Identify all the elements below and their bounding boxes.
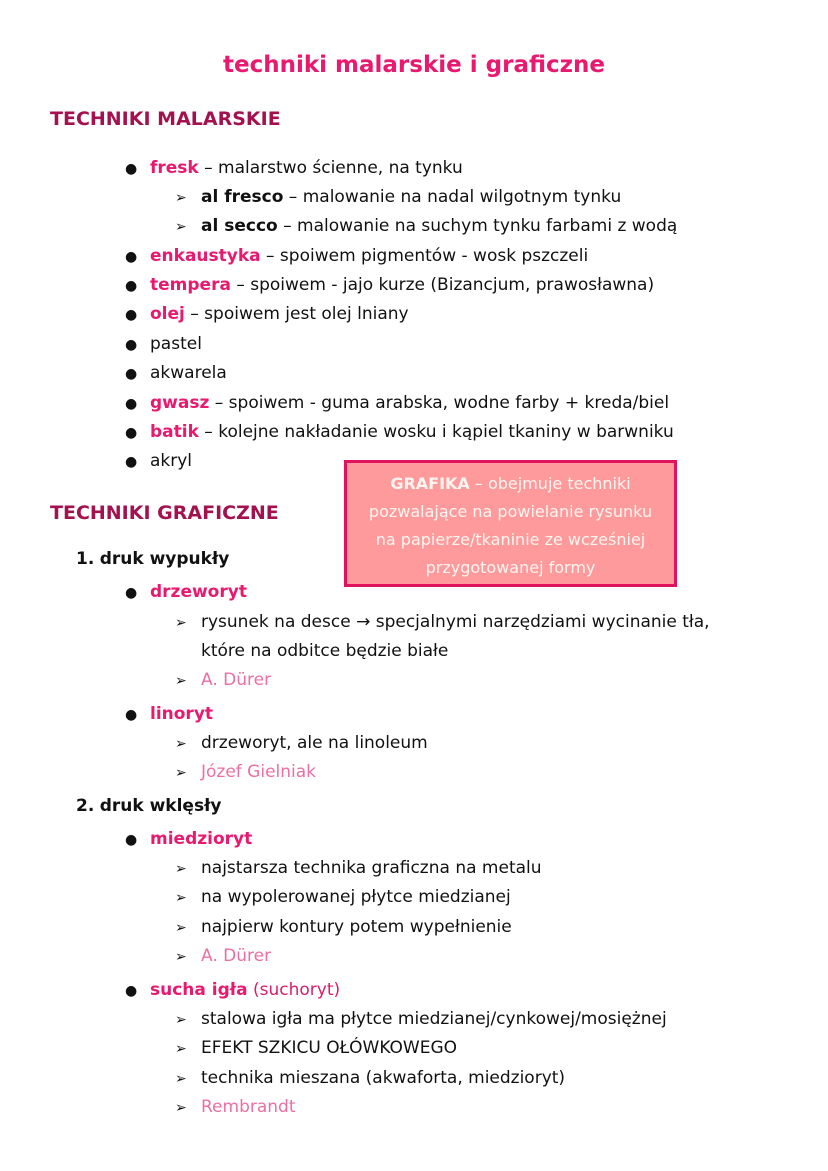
bullet-icon: ● bbox=[125, 249, 138, 265]
bullet-icon: ● bbox=[125, 307, 138, 323]
bullet-icon: ● bbox=[125, 454, 138, 470]
list-item-akwarela: ● akwarela bbox=[125, 363, 227, 383]
arrow-bullet-icon: ➢ bbox=[175, 765, 187, 781]
list-item-fresk: ● fresk – malarstwo ścienne, na tynku bbox=[125, 158, 463, 178]
arrow-bullet-icon: ➢ bbox=[175, 673, 187, 689]
section-heading-graphic: TECHNIKI GRAFICZNE bbox=[50, 502, 279, 524]
arrow-bullet-icon: ➢ bbox=[175, 861, 187, 877]
arrow-bullet-icon: ➢ bbox=[175, 190, 187, 206]
bullet-icon: ● bbox=[125, 396, 138, 412]
artist: ➢ A. Dürer bbox=[175, 670, 272, 690]
sub-item-al-fresco: ➢ al fresco – malowanie na nadal wilgotnym tynku bbox=[175, 187, 622, 207]
grafika-definition-callout: GRAFIKA – obejmuje techniki pozwalające na powielanie rysunku na papierze/tkaninie ze wcześniej przygotowanej formy bbox=[344, 460, 677, 587]
point: ➢ drzeworyt, ale na linoleum bbox=[175, 733, 428, 753]
point-continuation: które na odbitce będzie białe bbox=[201, 641, 449, 661]
arrow-bullet-icon: ➢ bbox=[175, 920, 187, 936]
point: ➢ technika mieszana (akwaforta, miedzioryt) bbox=[175, 1068, 566, 1088]
arrow-bullet-icon: ➢ bbox=[175, 1071, 187, 1087]
list-item-tempera: ● tempera – spoiwem - jajo kurze (Bizancjum, prawosławna) bbox=[125, 275, 655, 295]
sub-item-al-secco: ➢ al secco – malowanie na suchym tynku farbami z wodą bbox=[175, 216, 678, 236]
point: ➢ EFEKT SZKICU OŁÓWKOWEGO bbox=[175, 1038, 458, 1058]
artist: ➢ Józef Gielniak bbox=[175, 762, 317, 782]
arrow-bullet-icon: ➢ bbox=[175, 890, 187, 906]
bullet-icon: ● bbox=[125, 585, 138, 601]
technique-miedzioryt: ● miedzioryt bbox=[125, 829, 253, 849]
list-item-batik: ● batik – kolejne nakładanie wosku i kąpiel tkaniny w barwniku bbox=[125, 422, 674, 442]
point: ➢ najpierw kontury potem wypełnienie bbox=[175, 917, 512, 937]
bullet-icon: ● bbox=[125, 366, 138, 382]
list-item-pastel: ● pastel bbox=[125, 334, 202, 354]
arrow-bullet-icon: ➢ bbox=[175, 1041, 187, 1057]
arrow-bullet-icon: ➢ bbox=[175, 949, 187, 965]
bullet-icon: ● bbox=[125, 832, 138, 848]
artist: ➢ A. Dürer bbox=[175, 946, 272, 966]
bullet-icon: ● bbox=[125, 278, 138, 294]
arrow-bullet-icon: ➢ bbox=[175, 615, 187, 631]
document-title: techniki malarskie i graficzne bbox=[222, 52, 605, 78]
list-item-olej: ● olej – spoiwem jest olej lniany bbox=[125, 304, 409, 324]
arrow-bullet-icon: ➢ bbox=[175, 1100, 187, 1116]
bullet-icon: ● bbox=[125, 425, 138, 441]
artist: ➢ Rembrandt bbox=[175, 1097, 296, 1117]
technique-sucha-igla: ● sucha igła (suchoryt) bbox=[125, 980, 341, 1000]
group-heading-druk-wklesly: 2. druk wklęsły bbox=[76, 796, 222, 816]
point: ➢ najstarsza technika graficzna na metalu bbox=[175, 858, 542, 878]
section-heading-painting: TECHNIKI MALARSKIE bbox=[50, 108, 281, 130]
list-item-enkaustyka: ● enkaustyka – spoiwem pigmentów - wosk pszczeli bbox=[125, 246, 589, 266]
technique-linoryt: ● linoryt bbox=[125, 704, 214, 724]
arrow-bullet-icon: ➢ bbox=[175, 1012, 187, 1028]
technique-drzeworyt: ● drzeworyt bbox=[125, 582, 247, 602]
bullet-icon: ● bbox=[125, 983, 138, 999]
arrow-bullet-icon: ➢ bbox=[175, 219, 187, 235]
point: ➢ rysunek na desce → specjalnymi narzędziami wycinanie tła, bbox=[175, 612, 710, 632]
bullet-icon: ● bbox=[125, 337, 138, 353]
list-item-akryl: ● akryl bbox=[125, 451, 193, 471]
point: ➢ na wypolerowanej płytce miedzianej bbox=[175, 887, 511, 907]
group-heading-druk-wypukly: 1. druk wypukły bbox=[76, 549, 230, 569]
bullet-icon: ● bbox=[125, 161, 138, 177]
list-item-gwasz: ● gwasz – spoiwem - guma arabska, wodne farby + kreda/biel bbox=[125, 393, 670, 413]
arrow-bullet-icon: ➢ bbox=[175, 736, 187, 752]
point: ➢ stalowa igła ma płytce miedzianej/cynkowej/mosiężnej bbox=[175, 1009, 667, 1029]
bullet-icon: ● bbox=[125, 707, 138, 723]
